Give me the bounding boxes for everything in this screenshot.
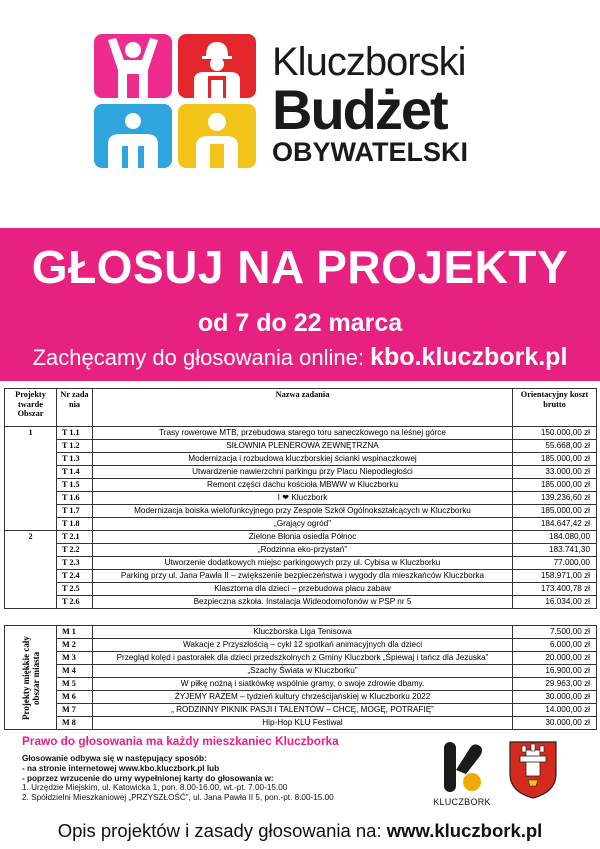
soft-area-cell	[5, 626, 57, 730]
banner-online	[0, 342, 600, 373]
table-row	[5, 557, 597, 570]
footer-text: Opis projektów i zasady głosowania na:	[57, 820, 382, 841]
task-nr: T 2.3	[57, 557, 93, 570]
area-1: 1	[5, 427, 57, 531]
task-nr: T 2.5	[57, 583, 93, 596]
task-nr: T 1.3	[57, 453, 93, 466]
table-row	[5, 691, 597, 704]
task-nr: T 1.8	[57, 518, 93, 531]
figure-arms-up-icon	[94, 34, 172, 98]
task-name: Bezpieczna szkoła. Instalacja Wideodomofonów w PSP nr 5	[93, 596, 513, 609]
task-nr: M 1	[57, 626, 93, 639]
instruction-line: 2. Spółdzielni Mieszkaniowej „PRZYSZŁOŚĆ”, ul. Jana Pawła II 5, pon.-pt. 8.00-15.00	[22, 793, 334, 803]
task-name: „Szachy Świata w Kluczborku”	[93, 665, 513, 678]
footer-url[interactable]: www.kluczbork.pl	[386, 820, 543, 841]
task-name: „Grający ogród”	[93, 518, 513, 531]
task-nr: M 8	[57, 717, 93, 730]
instruction-line: - poprzez wrzucenie do urny wypełnionej karty do głosowania w:	[22, 773, 274, 783]
task-name: Modernizacja boiska wielofunkcyjnego przy Zespole Szkół Ogólnokształcących w Kluczborku	[93, 505, 513, 518]
task-name: Wakacje z Przyszłością – cykl 12 spotkań animacyjnych dla dzieci	[93, 639, 513, 652]
task-cost: 158.971,00 zł	[513, 570, 597, 583]
table-row	[5, 704, 597, 717]
coat-of-arms-icon	[508, 740, 558, 800]
brand-line1: Kluczborski	[272, 40, 466, 84]
task-cost: 6.000,00 zł	[513, 639, 597, 652]
task-cost: 183.741,30	[513, 544, 597, 557]
task-name: Przegląd kolęd i pastorałek dla dzieci przedszkolnych z Gminy Kluczbork „Śpiewaj i tańcz dla Jezuska”	[93, 652, 513, 665]
task-cost: 77.000,00	[513, 557, 597, 570]
table-row	[5, 531, 597, 544]
table-row	[5, 427, 597, 440]
task-nr: M 5	[57, 678, 93, 691]
task-nr: M 4	[57, 665, 93, 678]
header-area: Projekty twarde Obszar	[5, 389, 57, 427]
task-name: Klasztorna dla dzieci – przebudowa placu zabaw	[93, 583, 513, 596]
soft-area-label: Projekty miękkie cały obszar miasta	[20, 635, 41, 720]
task-cost: 184.080,00	[513, 531, 597, 544]
table-row	[5, 466, 597, 479]
hard-projects-table	[4, 388, 597, 609]
task-cost: 150.000,00 zł	[513, 427, 597, 440]
brand-title	[272, 40, 512, 168]
task-cost: 14.000,00 zł	[513, 704, 597, 717]
task-cost: 20.000,00 zł	[513, 652, 597, 665]
task-nr: T 1.6	[57, 492, 93, 505]
task-name: Zielone Błonia osiedla Północ	[93, 531, 513, 544]
instruction-line: 1. Urzędzie Miejskim, ul. Katowicka 1, pon. 8.00-16.00, wt.-pt. 7.00-15.00	[22, 783, 288, 793]
task-nr: T 2.1	[57, 531, 93, 544]
voting-instructions	[22, 754, 334, 803]
task-nr: M 2	[57, 639, 93, 652]
brand-line3: OBYWATELSKI	[272, 137, 469, 167]
figure-child-icon	[178, 104, 256, 168]
task-cost: 55.668,00 zł	[513, 440, 597, 453]
table-row	[5, 652, 597, 665]
task-cost: 173.400,78 zł	[513, 583, 597, 596]
table-row	[5, 570, 597, 583]
task-name: Trasy rowerowe MTB, przebudowa starego toru saneczkowego na leśnej górce	[93, 427, 513, 440]
table-header-row	[5, 389, 597, 427]
table-row	[5, 453, 597, 466]
banner-title: GŁOSUJ NA PROJEKTY	[31, 241, 569, 293]
task-nr: T 1.4	[57, 466, 93, 479]
task-cost: 185.000,00 zł	[513, 453, 597, 466]
area-2: 2	[5, 531, 57, 609]
task-cost: 29.963,00 zł	[513, 678, 597, 691]
banner-dates: od 7 do 22 marca	[197, 309, 403, 337]
task-name: Hip-Hop KLU Festiwal	[93, 717, 513, 730]
task-cost: 185.000,00 zł	[513, 505, 597, 518]
task-nr: T 1.7	[57, 505, 93, 518]
table-row	[5, 479, 597, 492]
task-name: Remont części dachu kościoła MBWW w Kluczborku	[93, 479, 513, 492]
task-nr: M 7	[57, 704, 93, 717]
table-row	[5, 639, 597, 652]
task-cost: 7.500,00 zł	[513, 626, 597, 639]
task-nr: T 1.1	[57, 427, 93, 440]
table-row	[5, 544, 597, 557]
task-name: Parking przy ul. Jana Pawła II – zwiększenie bezpieczeństwa i wygody dla mieszkańców Kluczborka	[93, 570, 513, 583]
table-row	[5, 440, 597, 453]
task-name: W piłkę nożną i siatkówkę wspólnie gramy, o swoje zdrowie dbamy.	[93, 678, 513, 691]
task-cost: 16.900,00 zł	[513, 665, 597, 678]
task-name: „ RODZINNY PIKNIK PASJI I TALENTÓW – CHCĘ, MOGĘ, POTRAFIĘ”	[93, 704, 513, 717]
task-cost: 139.236,60 zł	[513, 492, 597, 505]
header-name: Nazwa zadania	[93, 389, 513, 427]
task-cost: 30.000,00 zł	[513, 691, 597, 704]
task-nr: M 6	[57, 691, 93, 704]
online-url[interactable]: kbo.kluczbork.pl	[370, 343, 568, 371]
kluczbork-logo-text: KLUCZBORK	[433, 797, 491, 807]
task-name: Modernizacja i rozbudowa kluczborskiej ścianki wspinaczkowej	[93, 453, 513, 466]
soft-projects-table	[4, 625, 597, 730]
task-nr: T 1.2	[57, 440, 93, 453]
table-row	[5, 665, 597, 678]
task-cost: 30.000,00 zł	[513, 717, 597, 730]
header-nr: Nr zada nia	[57, 389, 93, 427]
task-name: „Rodzinna eko-przystań”	[93, 544, 513, 557]
brand-line2: Budżet	[272, 78, 447, 141]
task-nr: T 2.2	[57, 544, 93, 557]
task-nr: T 2.6	[57, 596, 93, 609]
task-cost: 185.000,00 zł	[513, 479, 597, 492]
table-row	[5, 596, 597, 609]
voting-rights-text: Prawo do głosowania ma każdy mieszkaniec Kluczborka	[22, 734, 339, 748]
online-text: Zachęcamy do głosowania online:	[32, 345, 365, 370]
task-name: Utworzenie dodatkowych miejsc parkingowych przy ul. Cybisa w Kluczborku	[93, 557, 513, 570]
table-row	[5, 717, 597, 730]
figure-helmet-icon	[178, 34, 256, 98]
footer	[0, 820, 600, 842]
figure-person-icon	[94, 104, 172, 168]
kluczbork-k-icon	[440, 740, 484, 794]
task-cost: 33.000,00 zł	[513, 466, 597, 479]
task-name: SIŁOWNIA PLENEROWA ZEWNĘTRZNA	[93, 440, 513, 453]
task-cost: 184.647,42 zł	[513, 518, 597, 531]
task-name: Kluczborska Liga Tenisowa	[93, 626, 513, 639]
table-row	[5, 492, 597, 505]
instruction-line: Głosowanie odbywa się w następujący sposób:	[22, 754, 207, 763]
table-row	[5, 518, 597, 531]
table-row	[5, 583, 597, 596]
task-cost: 16.034,00 zł	[513, 596, 597, 609]
table-row	[5, 678, 597, 691]
task-name: ŻYJEMY RAZEM – tydzień kultury chrześcijańskiej w Kluczborku 2022	[93, 691, 513, 704]
task-name: Utwardzenie nawierzchni parkingu przy Placu Niepodległości	[93, 466, 513, 479]
task-name: I ❤ Kluczbork	[93, 492, 513, 505]
kbo-logo	[94, 34, 256, 168]
vote-banner	[0, 228, 600, 381]
task-nr: M 3	[57, 652, 93, 665]
task-nr: T 2.4	[57, 570, 93, 583]
header-cost: Orientacyjny koszt brutto	[513, 389, 597, 427]
table-row	[5, 505, 597, 518]
kluczbork-logo	[432, 740, 492, 814]
table-row	[5, 626, 597, 639]
task-nr: T 1.5	[57, 479, 93, 492]
instruction-line: - na stronie internetowej www.kbo.kluczbork.pl lub	[22, 763, 220, 773]
